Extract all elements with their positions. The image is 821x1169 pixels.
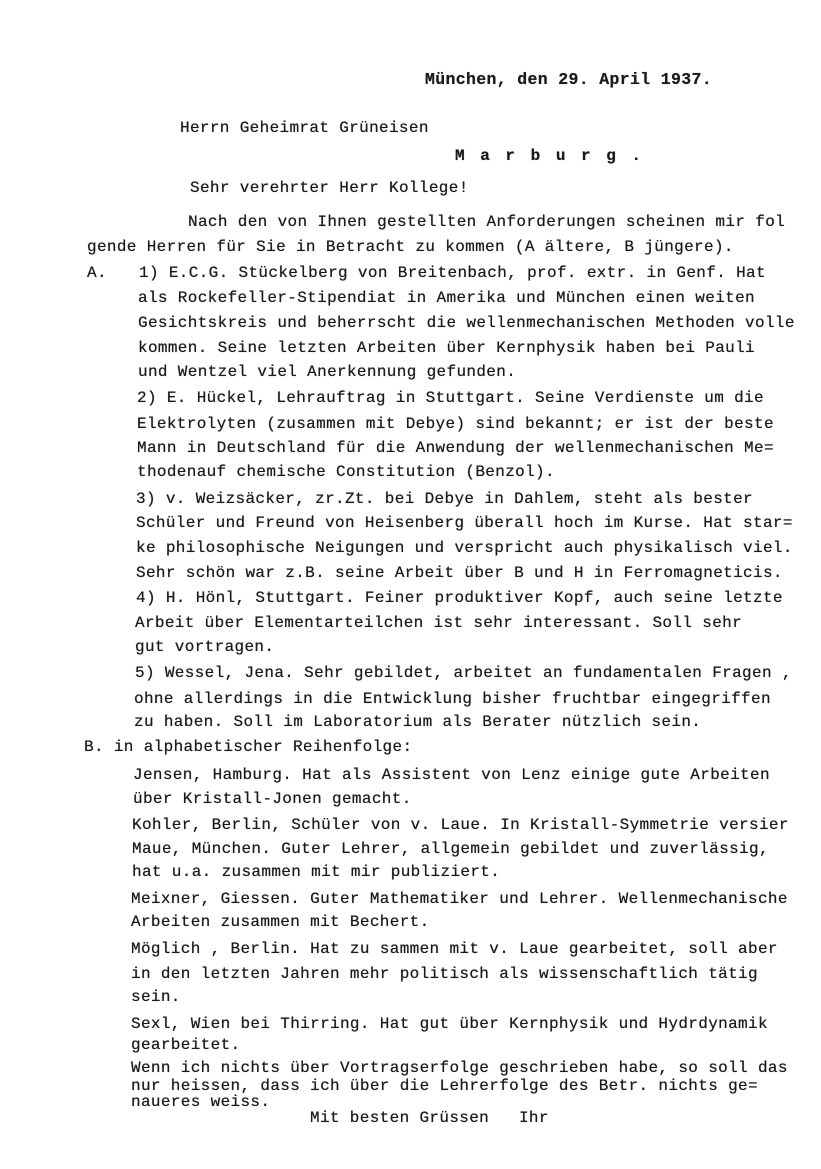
section-b-line: Sexl, Wien bei Thirring. Hat gut über Kernphysik und Hydrdynamik [131,1015,768,1033]
section-b-line: hat u.a. zusammen mit mir publiziert. [132,863,501,881]
recipient-city: M a r b u r g . [455,147,645,165]
section-a-line: Mann in Deutschland für die Anwendung der wellenmechanischen Me= [137,439,774,457]
section-a-line: 4) H. Hönl, Stuttgart. Feiner produktiver Kopf, auch seine letzte [136,589,783,607]
section-a-line: Gesichtskreis und beherrscht die wellenmechanischen Methoden volle [138,314,795,332]
closing-line: nur heissen, dass ich über die Lehrerfolge des Betr. nichts ge= [131,1077,758,1095]
closing-line: Wenn ich nichts über Vortragserfolge geschrieben habe, so soll das [131,1059,788,1077]
section-a-line: als Rockefeller-Stipendiat in Amerika und München einen weiten [138,289,755,307]
section-b-line: in den letzten Jahren mehr politisch als wissenschaftlich tätig [131,965,758,983]
section-b-line: gearbeitet. [131,1036,241,1054]
section-a-line: 3) v. Weizsäcker, zr.Zt. bei Debye in Dahlem, steht als bester [136,490,753,508]
section-a-line: ke philosophische Neigungen und verspricht auch physikalisch viel. [136,539,793,557]
section-b-line: Maue, München. Guter Lehrer, allgemein gebildet und zuverlässig, [132,840,769,858]
closing-line: naueres weiss. [131,1093,271,1111]
section-b-line: Arbeiten zusammen mit Bechert. [131,913,430,931]
section-a-line: ohne allerdings in die Entwicklung bisher fruchtbar eingegriffen [134,690,771,708]
section-a-line: 2) E. Hückel, Lehrauftrag in Stuttgart. Seine Verdienste um die [137,389,764,407]
intro-line: gende Herren für Sie in Betracht zu kommen (A ältere, B jüngere). [87,238,734,256]
section-b-line: Möglich , Berlin. Hat zu sammen mit v. Laue gearbeitet, soll aber [131,940,778,958]
section-b-line: Meixner, Giessen. Guter Mathematiker und Lehrer. Wellenmechanische [131,890,788,908]
salutation: Sehr verehrter Herr Kollege! [190,179,469,197]
section-b-line: Kohler, Berlin, Schüler von v. Laue. In Kristall-Symmetrie versier [132,816,789,834]
section-b-line: über Kristall-Jonen gemacht. [133,790,412,808]
section-a-line: und Wentzel viel Anerkennung gefunden. [138,363,517,381]
section-a-line: zu haben. Soll im Laboratorium als Berater nützlich sein. [134,713,702,731]
section-a-line: gut vortragen. [135,638,275,656]
section-b-line: sein. [131,988,181,1006]
recipient-name: Herrn Geheimrat Grüneisen [180,119,429,137]
section-a-line: Elektrolyten (zusammen mit Debye) sind bekannt; er ist der beste [137,415,774,433]
section-a-line: Sehr schön war z.B. seine Arbeit über B und H in Ferromagneticis. [136,564,783,582]
section-b-line: Jensen, Hamburg. Hat als Assistent von Lenz einige gute Arbeiten [133,766,770,784]
section-a-line: 5) Wessel, Jena. Sehr gebildet, arbeitet an fundamentalen Fragen , [135,664,792,682]
section-b-heading: B. in alphabetischer Reihenfolge: [84,738,413,756]
section-a-line: 1) E.C.G. Stückelberg von Breitenbach, prof. extr. in Genf. Hat [139,264,766,282]
intro-line: Nach den von Ihnen gestellten Anforderungen scheinen mir fol [188,213,786,231]
section-a-line: kommen. Seine letzten Arbeiten über Kernphysik haben bei Pauli [138,339,755,357]
section-a-marker: A. [87,264,107,282]
section-a-line: Schüler und Freund von Heisenberg überall hoch im Kurse. Hat star= [136,514,793,532]
date-line: München, den 29. April 1937. [425,70,713,89]
section-a-line: thodenauf chemische Constitution (Benzol). [137,463,555,481]
signoff-line: Mit besten Grüssen Ihr [310,1109,549,1127]
section-a-line: Arbeit über Elementarteilchen ist sehr interessant. Soll sehr [135,614,743,632]
